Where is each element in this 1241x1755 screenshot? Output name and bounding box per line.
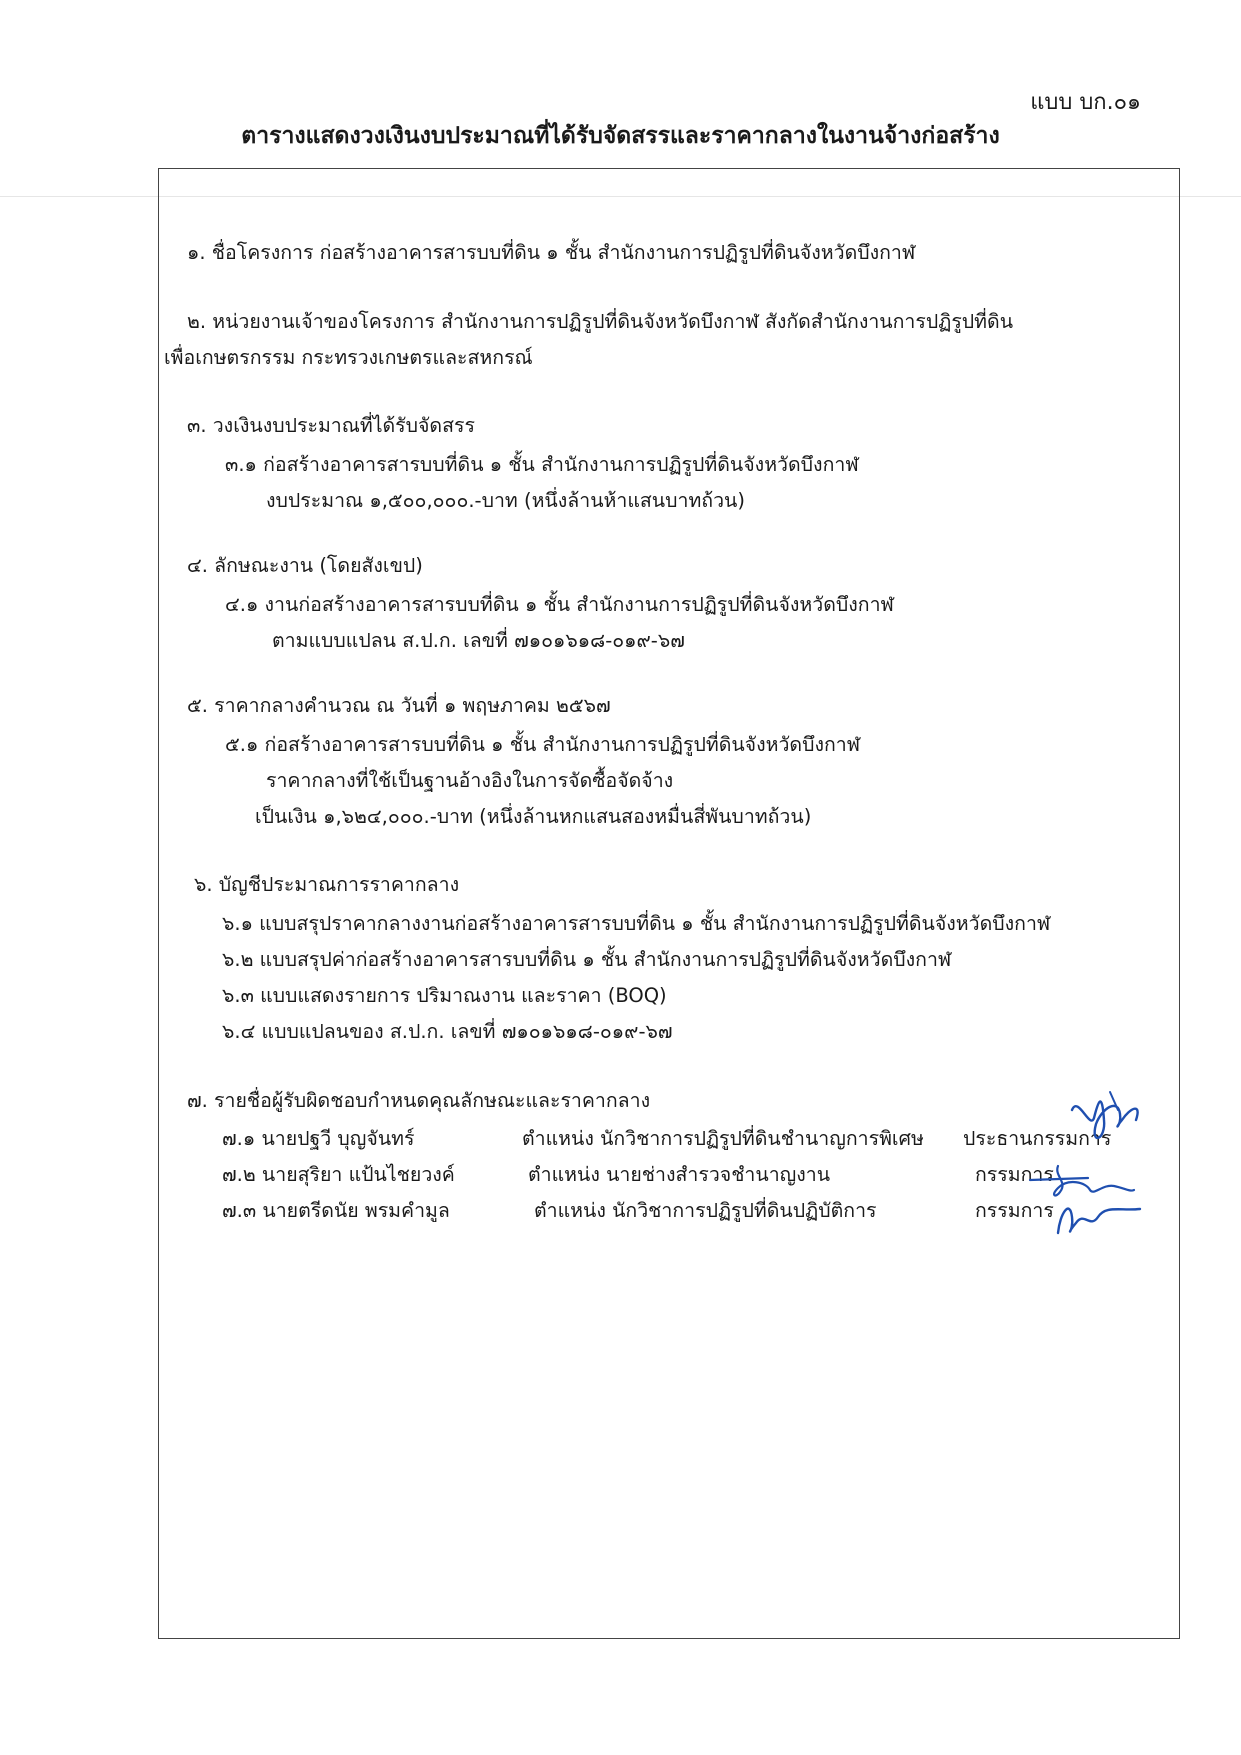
section-7-heading: ๗. รายชื่อผู้รับผิดชอบกำหนดคุณลักษณะและราคากลาง [187, 1089, 651, 1112]
committee-member-name: ๗.๓ นายตรีดนัย พรมคำมูล [222, 1199, 450, 1222]
section-5-1-line1: ๕.๑ ก่อสร้างอาคารสารบบที่ดิน ๑ ชั้น สำนักงานการปฏิรูปที่ดินจังหวัดบึงกาฬ [225, 733, 861, 756]
committee-member-role: กรรมการ [975, 1163, 1054, 1186]
document-title: ตารางแสดงวงเงินงบประมาณที่ได้รับจัดสรรและราคากลางในงานจ้างก่อสร้าง [241, 123, 1000, 149]
committee-member-position: ตำแหน่ง นักวิชาการปฏิรูปที่ดินชำนาญการพิเศษ [522, 1127, 924, 1150]
section-5-1-amount: เป็นเงิน ๑,๖๒๔,๐๐๐.-บาท (หนึ่งล้านหกแสนสองหมื่นสี่พันบาทถ้วน) [255, 805, 812, 828]
section-6-item: ๖.๓ แบบแสดงรายการ ปริมาณงาน และราคา (BOQ) [222, 984, 667, 1007]
document-frame [158, 168, 1180, 1639]
section-6-heading: ๖. บัญชีประมาณการราคากลาง [194, 873, 460, 896]
committee-member-position: ตำแหน่ง นักวิชาการปฏิรูปที่ดินปฏิบัติการ [534, 1199, 877, 1222]
committee-member-name: ๗.๒ นายสุริยา แป้นไชยวงค์ [222, 1163, 455, 1186]
committee-member-position: ตำแหน่ง นายช่างสำรวจชำนาญงาน [528, 1163, 831, 1186]
section-3-1-line1: ๓.๑ ก่อสร้างอาคารสารบบที่ดิน ๑ ชั้น สำนักงานการปฏิรูปที่ดินจังหวัดบึงกาฬ [225, 453, 859, 476]
section-4-heading: ๔. ลักษณะงาน (โดยสังเขป) [187, 554, 423, 577]
section-2-owner-line1: ๒. หน่วยงานเจ้าของโครงการ สำนักงานการปฏิรูปที่ดินจังหวัดบึงกาฬ สังกัดสำนักงานการปฏิรูปที่ดิน [187, 310, 1014, 333]
section-3-1-budget: งบประมาณ ๑,๕๐๐,๐๐๐.-บาท (หนึ่งล้านห้าแสนบาทถ้วน) [266, 489, 745, 512]
section-6-item: ๖.๑ แบบสรุปราคากลางงานก่อสร้างอาคารสารบบที่ดิน ๑ ชั้น สำนักงานการปฏิรูปที่ดินจังหวัดบึงกาฬ [222, 912, 1051, 935]
section-3-heading: ๓. วงเงินงบประมาณที่ได้รับจัดสรร [187, 414, 475, 437]
committee-member-role: ประธานกรรมการ [963, 1127, 1112, 1150]
form-code: แบบ บก.๐๑ [1030, 90, 1141, 115]
signature-chairman-icon [1060, 1080, 1150, 1155]
section-4-1-plan-number: ตามแบบแปลน ส.ป.ก. เลขที่ ๗๑๐๑๖๑๘-๐๑๙-๖๗ [272, 629, 685, 652]
signature-member2-icon [1050, 1193, 1145, 1243]
committee-member-role: กรรมการ [975, 1199, 1054, 1222]
section-1-project-name: ๑. ชื่อโครงการ ก่อสร้างอาคารสารบบที่ดิน ๑ ชั้น สำนักงานการปฏิรูปที่ดินจังหวัดบึงกาฬ [187, 241, 916, 264]
section-2-owner-line2: เพื่อเกษตรกรรม กระทรวงเกษตรและสหกรณ์ [164, 346, 533, 369]
section-6-item: ๖.๒ แบบสรุปค่าก่อสร้างอาคารสารบบที่ดิน ๑ ชั้น สำนักงานการปฏิรูปที่ดินจังหวัดบึงกาฬ [222, 948, 952, 971]
section-5-heading: ๕. ราคากลางคำนวณ ณ วันที่ ๑ พฤษภาคม ๒๕๖๗ [187, 694, 611, 717]
committee-member-name: ๗.๑ นายปฐวี บุญจันทร์ [222, 1127, 415, 1150]
section-6-item: ๖.๔ แบบแปลนของ ส.ป.ก. เลขที่ ๗๑๐๑๖๑๘-๐๑๙-๖๗ [222, 1020, 673, 1043]
section-4-1-line1: ๔.๑ งานก่อสร้างอาคารสารบบที่ดิน ๑ ชั้น สำนักงานการปฏิรูปที่ดินจังหวัดบึงกาฬ [225, 593, 894, 616]
section-5-1-line2: ราคากลางที่ใช้เป็นฐานอ้างอิงในการจัดซื้อจัดจ้าง [266, 769, 674, 792]
